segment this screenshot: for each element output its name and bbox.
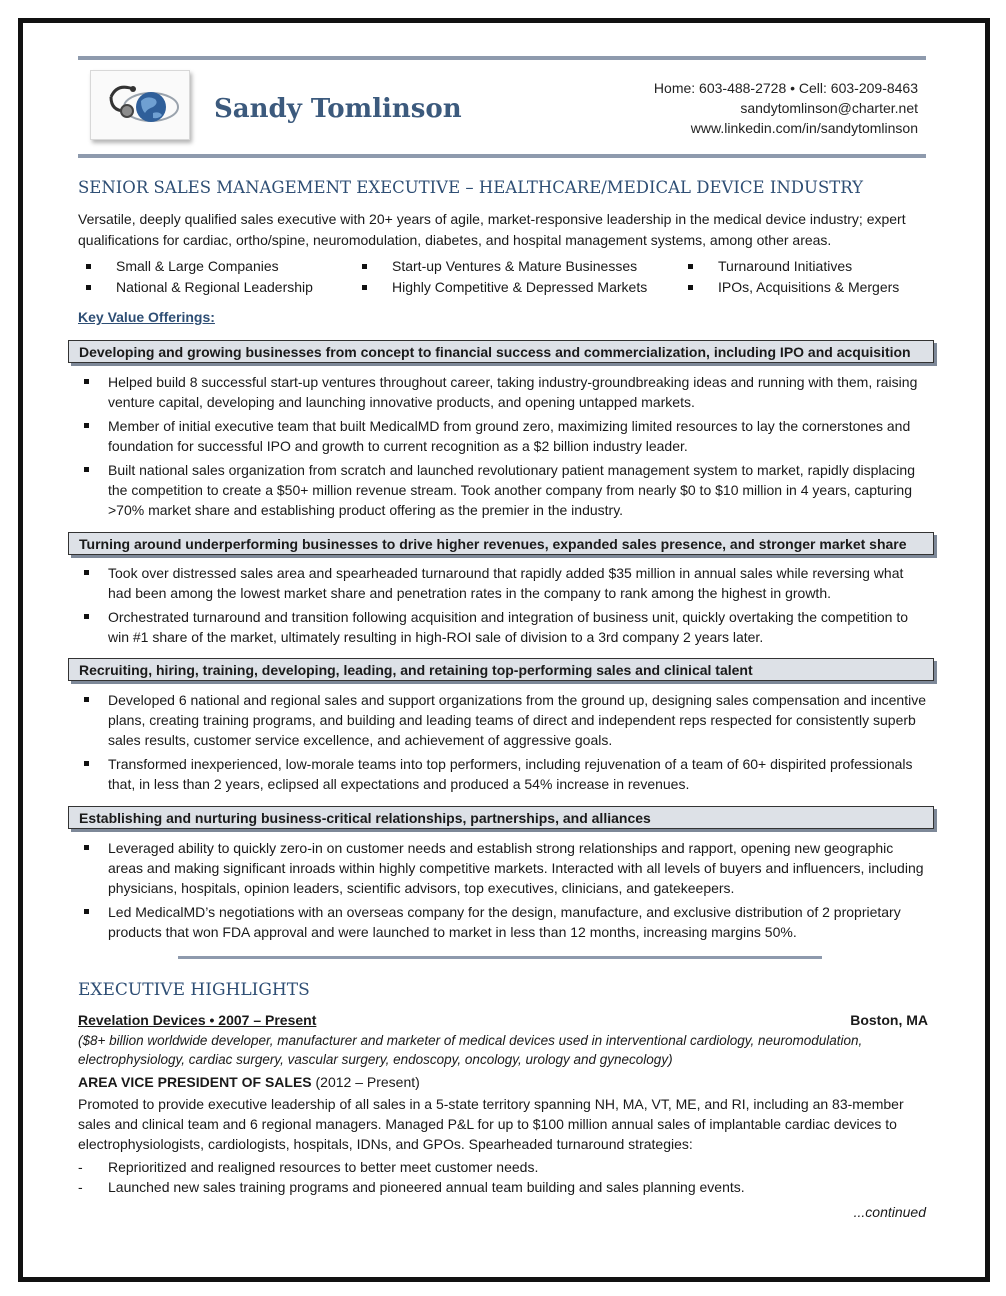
bullet-item: Leveraged ability to quickly zero-in on customer needs and establish strong relationships and rapport, opening new geographic areas and making significant inroads within highly competitive markets. Interacted with all levels of buyers and influencers, including physicians, hospitals, opinion leaders, scientific advisors, top executives, clinicians, and gatekeepers. (78, 838, 928, 898)
contact-block (654, 78, 918, 138)
section-heading-bar (68, 658, 934, 681)
skill-item: Turnaround Initiatives (688, 258, 852, 274)
role-line (78, 1074, 420, 1090)
section-bullets (78, 838, 928, 946)
company-name: Revelation Devices • 2007 – Present (78, 1012, 317, 1028)
key-value-label: Key Value Offerings: (78, 309, 215, 325)
role-dates: (2012 – Present) (311, 1074, 420, 1090)
section-heading-bar (68, 532, 934, 555)
section-heading: Turning around underperforming businesses to drive higher revenues, expanded sales presence, and stronger market share (79, 536, 907, 552)
candidate-name: Sandy Tomlinson (214, 94, 462, 124)
bullet-item: Transformed inexperienced, low-morale teams into top performers, including rejuvenation of a team of 60+ dispirited professionals that, in less than 2 years, eclipsed all expectations and produced a 54% increase in revenues. (78, 754, 928, 794)
phone-numbers: Home: 603-488-2728 • Cell: 603-209-8463 (653, 80, 918, 96)
section-heading-bar (68, 340, 934, 363)
skill-item: Small & Large Companies (86, 258, 279, 274)
section-heading-bar (68, 806, 934, 829)
dash-item: - Launched new sales training programs and pioneered annual team building and sales planning events. (78, 1179, 745, 1195)
role-summary: Promoted to provide executive leadership of all sales in a 5-state territory spanning NH, MA, VT, ME, and RI, including an 83-member sales and clinical team and 6 regional managers. Managed P&L for up to $100 million annual sales of implantable cardiac devices to electrophysiologists, cardiologists, hospitals, IDNs, and GPOs. Spearheaded turnaround strategies: (78, 1096, 904, 1152)
role-title: AREA VICE PRESIDENT OF SALES (78, 1074, 312, 1090)
header-top-rule (78, 56, 926, 60)
highlights-heading: EXECUTIVE HIGHLIGHTS (78, 980, 310, 1000)
company-location: Boston, MA (850, 1012, 928, 1028)
bullet-item: Orchestrated turnaround and transition following acquisition and integration of business unit, quickly overtaking the competition to win #1 share of the market, ultimately resulting in high-ROI sale of division to a 3rd company 2 years later. (78, 607, 928, 647)
linkedin-url: www.linkedin.com/in/sandytomlinson (690, 120, 918, 136)
skill-item: Highly Competitive & Depressed Markets (362, 279, 647, 295)
bullet-item: Led MedicalMD’s negotiations with an overseas company for the design, manufacture, and exclusive distribution of 2 proprietary products that won FDA approval and were launched to market in less than 12 months, increasing margins 50%. (78, 902, 928, 942)
bullet-item: Built national sales organization from scratch and launched revolutionary patient management system to market, rapidly displacing the competition to create a $50+ million revenue stream. Took another company from nearly $0 to $10 million in 4 years, capturing >70% market share and establishing product offering as the premier in the industry. (78, 460, 928, 520)
company-description: ($8+ billion worldwide developer, manufacturer and marketer of medical devices used in interventional cardiology, neuromodulation, electrophysiology, cardiac surgery, vascular surgery, endoscopy, oncology, urology and gynecology) (78, 1033, 863, 1067)
profile-title: SENIOR SALES MANAGEMENT EXECUTIVE – HEALTHCARE/MEDICAL DEVICE INDUSTRY (78, 178, 864, 197)
email-address: sandytomlinson@charter.net (740, 100, 918, 116)
skill-item: Start-up Ventures & Mature Businesses (362, 258, 637, 274)
bullet-item: Developed 6 national and regional sales and support organizations from the ground up, designing sales compensation and incentive plans, creating training programs, and building and leading teams of direct and independent reps respected for consistently superb sales results, customer service excellence, and achievement of aggressive goals. (78, 690, 928, 750)
stethoscope-globe-icon (90, 70, 190, 140)
skill-item: IPOs, Acquisitions & Mergers (688, 279, 899, 295)
profile-summary: Versatile, deeply qualified sales executive with 20+ years of agile, market-responsive leadership in the medical device industry; expert qualifications for cardiac, ortho/spine, neuromodulation, diabetes, and hospital management systems, among other areas. (78, 211, 906, 248)
bullet-item: Helped build 8 successful start-up ventures throughout career, taking industry-groundbreaking ideas and running with them, raising venture capital, developing and launching innovative products, and opening untapped markets. (78, 372, 928, 412)
section-divider (178, 956, 822, 959)
role-items (78, 1157, 928, 1197)
section-heading: Developing and growing businesses from concept to financial success and commercialization, including IPO and acquisition (79, 344, 911, 360)
company-line (78, 1012, 928, 1028)
section-bullets (78, 563, 928, 651)
header-bottom-rule (78, 154, 926, 158)
skill-item: National & Regional Leadership (86, 279, 313, 295)
continued-note: ...continued (853, 1204, 926, 1220)
section-bullets (78, 690, 928, 798)
bullet-item: Member of initial executive team that built MedicalMD from ground zero, maximizing limited resources to lay the cornerstones and foundation for successful IPO and growth to current recognition as a $2 billion industry leader. (78, 416, 928, 456)
dash-item: - Reprioritized and realigned resources to better meet customer needs. (78, 1159, 539, 1175)
section-bullets (78, 372, 928, 524)
section-heading: Establishing and nurturing business-critical relationships, partnerships, and alliances (79, 810, 651, 826)
section-heading: Recruiting, hiring, training, developing, leading, and retaining top-performing sales and clinical talent (79, 662, 753, 678)
bullet-item: Took over distressed sales area and spearheaded turnaround that rapidly added $35 million in annual sales while reversing what had been among the lowest market share and penetration rates in the company to rank among the highest in growth. (78, 563, 928, 603)
